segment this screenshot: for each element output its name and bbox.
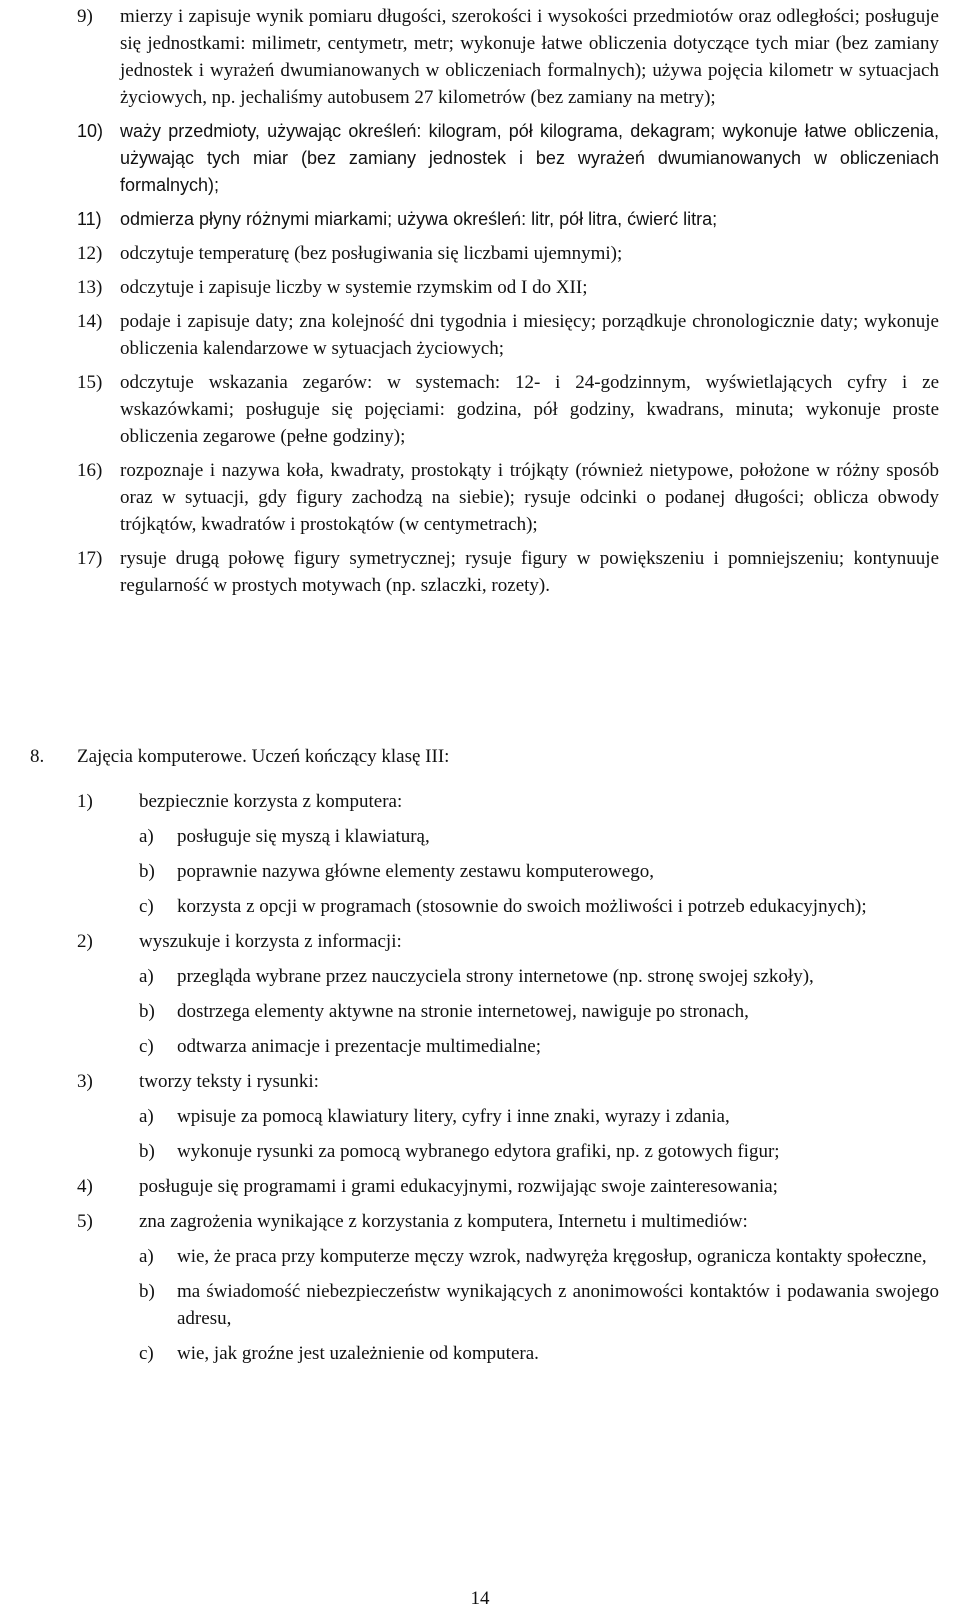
sub-item-text: posługuje się myszą i klawiaturą, [177,826,430,847]
sub-item-letter: b) [139,1281,155,1302]
item-text: posługuje się programami i grami edukacyjnymi, rozwijając swoje zainteresowania; [139,1176,778,1197]
item-text: rysuje drugą połowę figury symetrycznej; rysuje figury w powiększeniu i pomniejszeniu; kontynuuje regularność w prostych motywach (np. szlaczki, rozety). [120,548,939,596]
item-text: waży przedmioty, używając określeń: kilogram, pół kilograma, dekagram; wykonuje łatwe obliczenia, używając tych miar (bez zamiany jednostek i bez wyrażeń dwumianowanych w obliczeniach formalnych); [120,121,939,195]
sub-item [139,963,939,990]
sub-item-text: wykonuje rysunki za pomocą wybranego edytora grafiki, np. z gotowych figur; [177,1141,780,1162]
item-text: rozpoznaje i nazywa koła, kwadraty, prostokąty i trójkąty (również nietypowe, położone w różny sposób oraz w sytuacji, gdy figury zachodzą na siebie); rysuje odcinki o podanej długości; oblicza obwody trójkątów, kwadratów i prostokątów (w centymetrach); [120,460,939,535]
sub-item [139,1138,939,1165]
item-number: 12) [77,243,103,264]
item-number: 14) [77,311,103,332]
item-number: 3) [77,1071,93,1092]
sub-item [139,823,939,850]
item-number: 9) [77,6,93,27]
list-item [77,1208,939,1367]
item-number: 10) [77,121,104,141]
section-number: 8. [30,746,45,767]
list-item [77,788,939,920]
sub-item-text: wie, że praca przy komputerze męczy wzrok, nadwyręża kręgosłup, ogranicza kontakty społeczne, [177,1246,927,1267]
list-item [77,1173,939,1200]
list-item [77,3,939,111]
sub-item-text: wie, jak groźne jest uzależnienie od komputera. [177,1343,539,1364]
sub-item-letter: a) [139,1246,154,1267]
list-item [77,206,939,233]
item-number: 13) [77,277,103,298]
list-item [77,369,939,450]
sub-item-text: ma świadomość niebezpieczeństw wynikających z anonimowości kontaktów i podawania swojego adresu, [177,1281,939,1329]
list-item [77,1068,939,1165]
list-item [77,457,939,538]
section-title: Zajęcia komputerowe. Uczeń kończący klasę III: [77,746,450,767]
sub-item [139,893,939,920]
sub-item-text: poprawnie nazywa główne elementy zestawu komputerowego, [177,861,654,882]
sub-item [139,998,939,1025]
item-number: 5) [77,1211,93,1232]
section-heading [30,743,939,770]
list-item [77,545,939,599]
sub-item [139,1033,939,1060]
item-text: odmierza płyny różnymi miarkami; używa określeń: litr, pół litra, ćwierć litra; [120,209,718,229]
sub-item-letter: b) [139,861,155,882]
item-text: odczytuje wskazania zegarów: w systemach: 12- i 24-godzinnym, wyświetlających cyfry i ze wskazówkami; posługuje się pojęciami: godzina, pół godziny, kwadrans, minuta; wykonuje proste obliczenia zegarowe (pełne godziny); [120,372,939,447]
item-number: 1) [77,791,93,812]
sub-item-text: dostrzega elementy aktywne na stronie internetowej, nawiguje po stronach, [177,1001,749,1022]
list-item [77,274,939,301]
item-text: mierzy i zapisuje wynik pomiaru długości, szerokości i wysokości przedmiotów oraz odległości; posługuje się jednostkami: milimetr, centymetr, metr; wykonuje łatwe obliczenia dotyczące tych miar (bez zamiany jednostek i wyrażeń dwumianowanych w obliczeniach formalnych); używa pojęcia kilometr w sytuacjach życiowych, np. jechaliśmy autobusem 27 kilometrów (bez zamiany na metry); [120,6,939,108]
sub-item-text: przegląda wybrane przez nauczyciela strony internetowe (np. stronę swojej szkoły), [177,966,814,987]
sub-item [139,1243,939,1270]
computer-classes-section [30,743,939,1375]
sub-item-letter: b) [139,1001,155,1022]
item-text: wyszukuje i korzysta z informacji: [139,931,402,952]
item-number: 16) [77,460,103,481]
sub-item [139,1278,939,1332]
sub-item-letter: a) [139,966,154,987]
sub-item-letter: c) [139,896,154,917]
sub-item-letter: a) [139,826,154,847]
list-item [77,928,939,1060]
sub-item [139,1103,939,1130]
sub-item-letter: c) [139,1343,154,1364]
sub-item [139,1340,939,1367]
sub-item-letter: b) [139,1141,155,1162]
sub-item-text: korzysta z opcji w programach (stosownie do swoich możliwości i potrzeb edukacyjnych); [177,896,867,917]
item-text: zna zagrożenia wynikające z korzystania z komputera, Internetu i multimediów: [139,1211,748,1232]
item-number: 17) [77,548,103,569]
item-text: odczytuje temperaturę (bez posługiwania się liczbami ujemnymi); [120,243,623,264]
sub-item-letter: c) [139,1036,154,1057]
item-number: 4) [77,1176,93,1197]
math-requirements-list [77,3,939,606]
item-number: 2) [77,931,93,952]
item-text: podaje i zapisuje daty; zna kolejność dni tygodnia i miesięcy; porządkuje chronologicznie daty; wykonuje obliczenia kalendarzowe w sytuacjach życiowych; [120,311,939,359]
item-number: 11) [77,209,102,229]
item-number: 15) [77,372,103,393]
list-item [77,118,939,199]
list-item [77,308,939,362]
sub-item-text: odtwarza animacje i prezentacje multimedialne; [177,1036,541,1057]
list-item [77,240,939,267]
sub-item-letter: a) [139,1106,154,1127]
sub-item [139,858,939,885]
page-number: 14 [470,1588,490,1609]
item-text: bezpiecznie korzysta z komputera: [139,791,403,812]
item-text: tworzy teksty i rysunki: [139,1071,319,1092]
sub-item-text: wpisuje za pomocą klawiatury litery, cyfry i inne znaki, wyrazy i zdania, [177,1106,730,1127]
item-text: odczytuje i zapisuje liczby w systemie rzymskim od I do XII; [120,277,588,298]
